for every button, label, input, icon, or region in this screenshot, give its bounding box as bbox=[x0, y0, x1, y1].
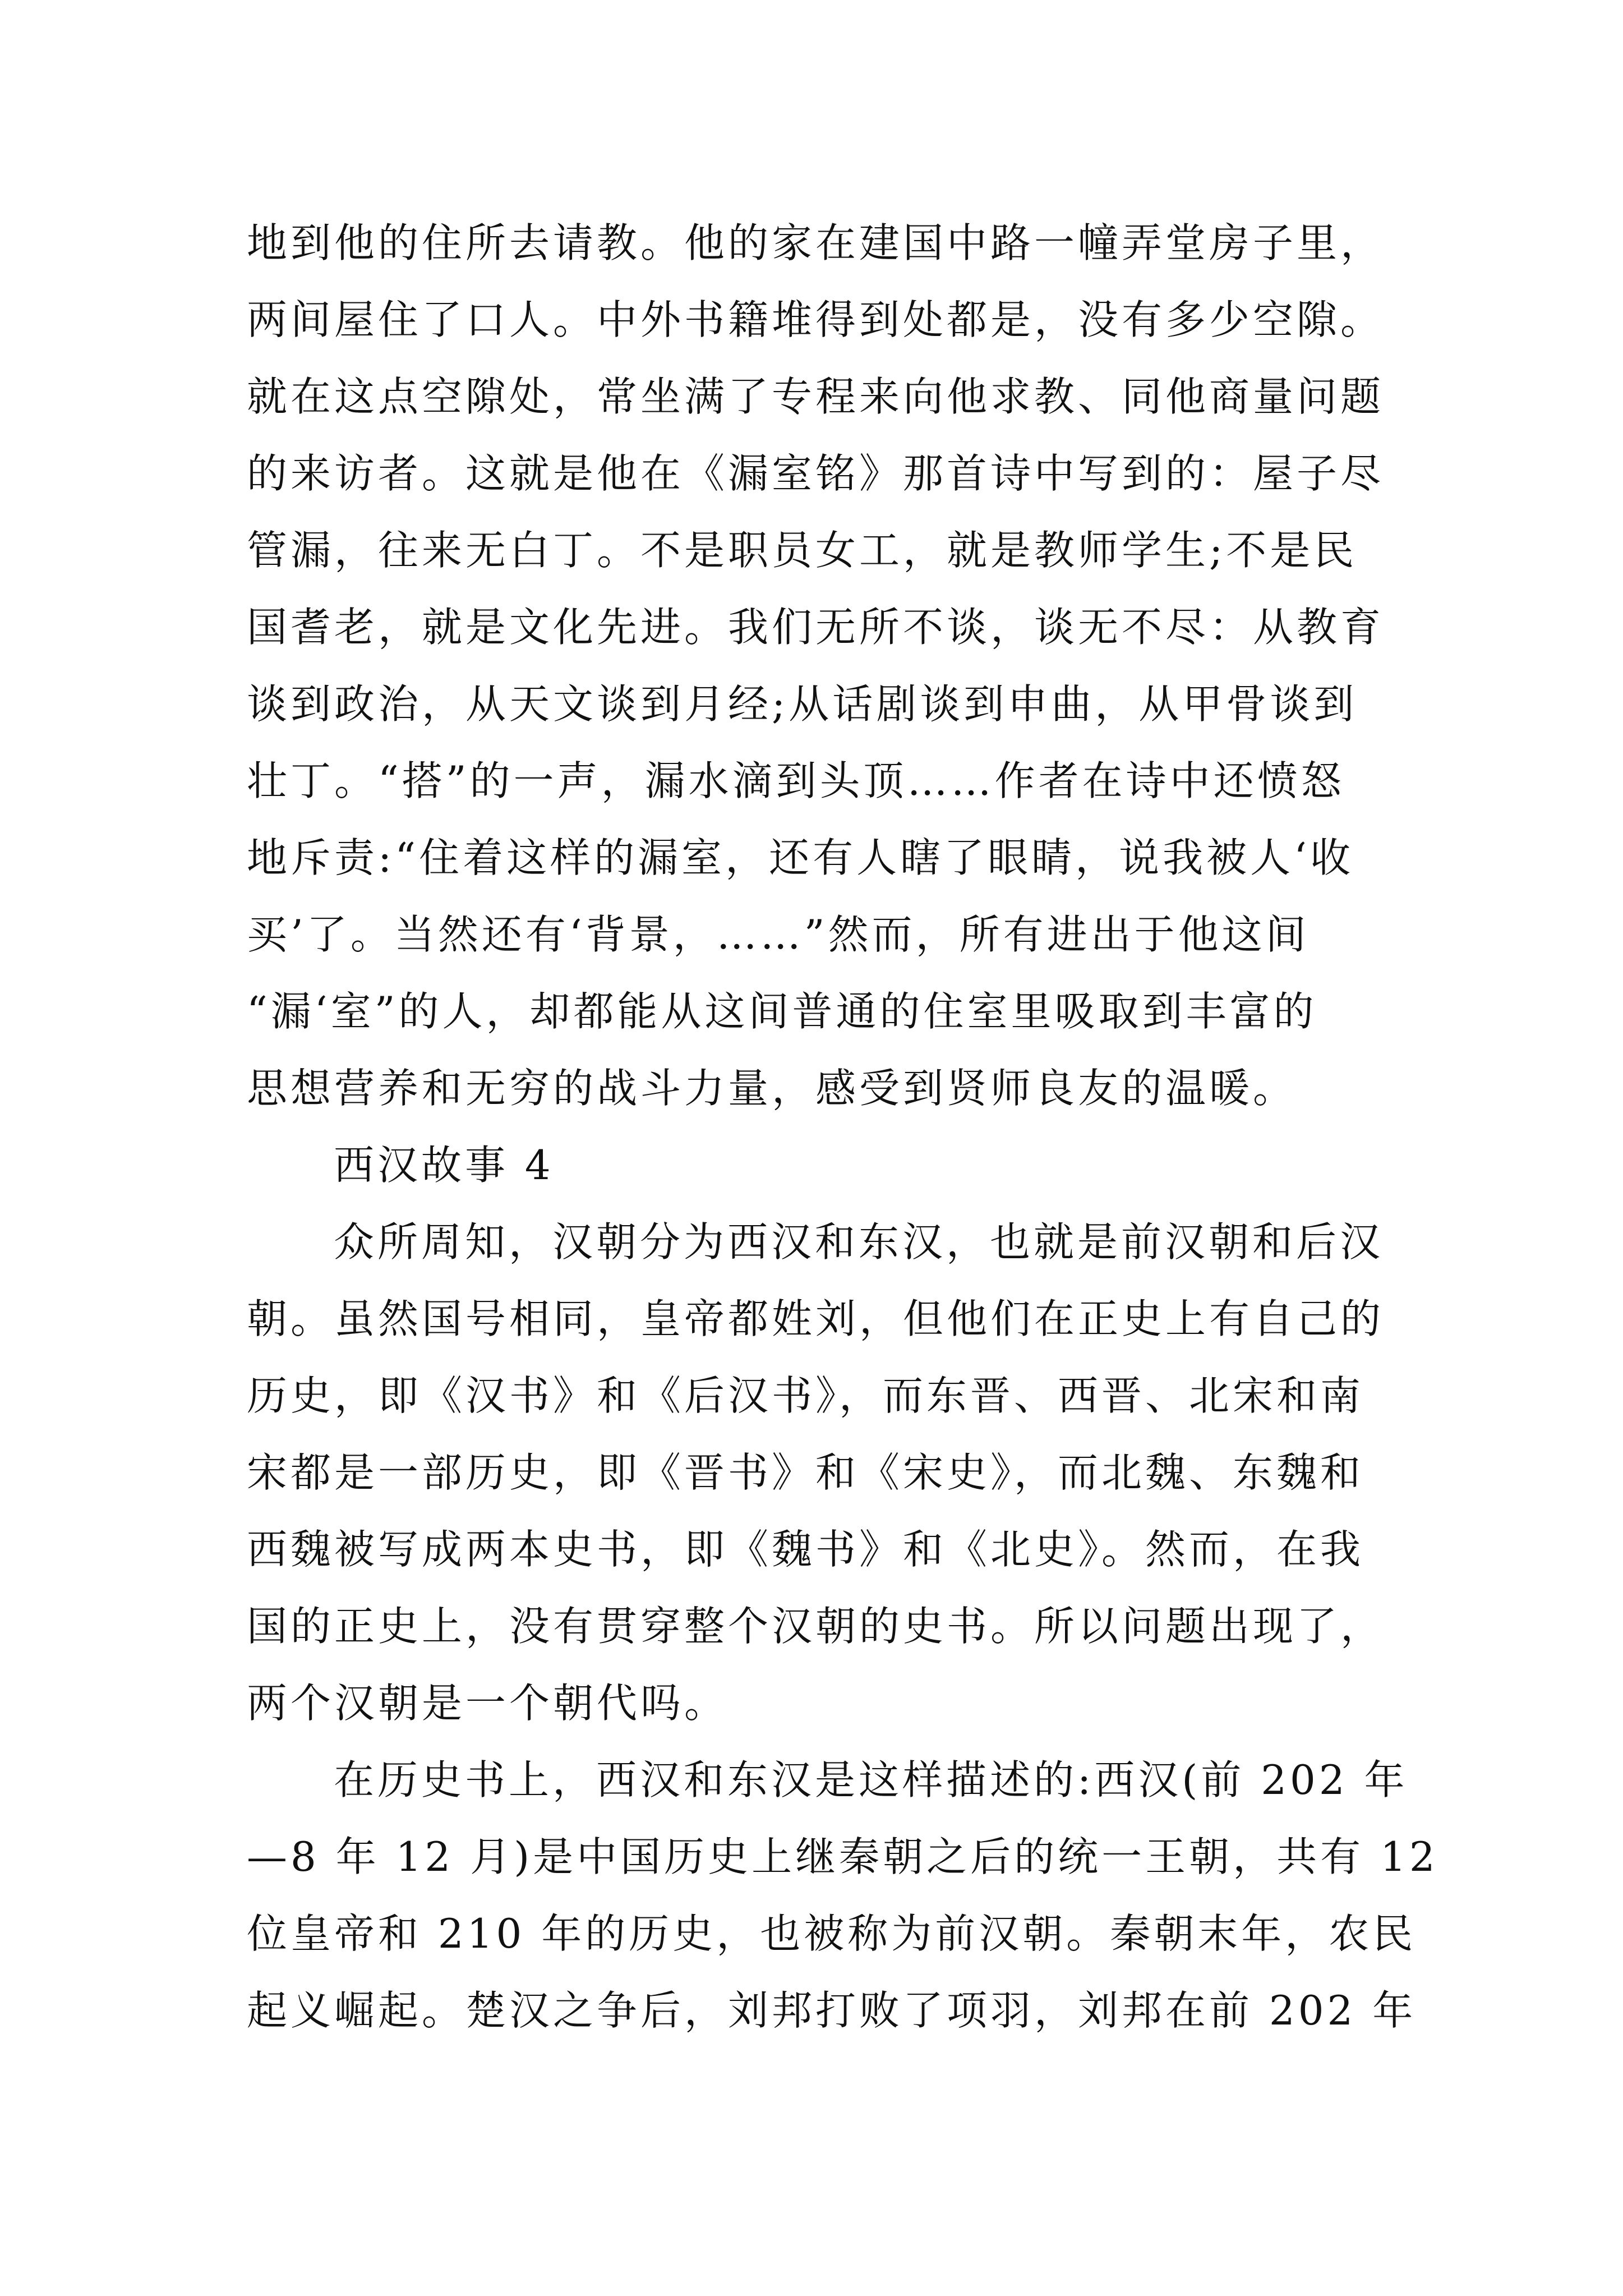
text-line: 两个汉朝是一个朝代吗。 bbox=[247, 1680, 728, 1727]
text-line: 宋都是一部历史，即《晋书》和《宋史》，而北魏、东魏和 bbox=[247, 1449, 1364, 1496]
text-line: 管漏，往来无白丁。不是职员女工，就是教师学生;不是民 bbox=[247, 527, 1358, 574]
text-line: 国的正史上，没有贯穿整个汉朝的史书。所以问题出现了， bbox=[247, 1603, 1385, 1650]
text-line: —8 年 12 月)是中国历史上继秦朝之后的统一王朝，共有 12 bbox=[247, 1833, 1438, 1880]
text-line: 西魏被写成两本史书，即《魏书》和《北史》。然而，在我 bbox=[247, 1526, 1364, 1573]
text-line: 壮丁。“搭”的一声，漏水滴到头顶……作者在诗中还愤怒 bbox=[247, 757, 1345, 804]
text-line: 买’了。当然还有‘背景，……”然而，所有进出于他这间 bbox=[247, 911, 1310, 958]
text-line: 谈到政治，从天文谈到月经;从话剧谈到申曲，从甲骨谈到 bbox=[247, 680, 1358, 728]
text-line: 就在这点空隙处，常坐满了专程来向他求教、同他商量问题 bbox=[247, 373, 1385, 420]
text-line: 朝。虽然国号相同，皇帝都姓刘，但他们在正史上有自己的 bbox=[247, 1295, 1385, 1342]
text-line: 起义崛起。楚汉之争后，刘邦打败了项羽，刘邦在前 202 年 bbox=[247, 1987, 1417, 2034]
text-line: 的来访者。这就是他在《漏室铭》那首诗中写到的：屋子尽 bbox=[247, 450, 1385, 497]
text-line: 国耆老，就是文化先进。我们无所不谈，谈无不尽：从教育 bbox=[247, 604, 1385, 651]
text-line: 在历史书上，西汉和东汉是这样描述的:西汉(前 202 年 bbox=[334, 1756, 1408, 1803]
text-line: 众所周知，汉朝分为西汉和东汉，也就是前汉朝和后汉 bbox=[334, 1218, 1384, 1266]
text-line: 两间屋住了口人。中外书籍堆得到处都是，没有多少空隙。 bbox=[247, 296, 1385, 343]
text-line: 地到他的住所去请教。他的家在建国中路一幢弄堂房子里， bbox=[247, 219, 1385, 266]
text-line: 地斥责:“住着这样的漏室，还有人瞎了眼睛，说我被人‘收 bbox=[247, 834, 1354, 881]
text-line: “漏‘室”的人，却都能从这间普通的住室里吸取到丰富的 bbox=[247, 988, 1317, 1035]
text-line: 思想营养和无穷的战斗力量，感受到贤师良友的温暖。 bbox=[247, 1065, 1297, 1112]
text-line: 历史，即《汉书》和《后汉书》，而东晋、西晋、北宋和南 bbox=[247, 1372, 1364, 1419]
section-heading: 西汉故事 4 bbox=[334, 1142, 554, 1189]
text-line: 位皇帝和 210 年的历史，也被称为前汉朝。秦朝末年，农民 bbox=[247, 1910, 1417, 1957]
